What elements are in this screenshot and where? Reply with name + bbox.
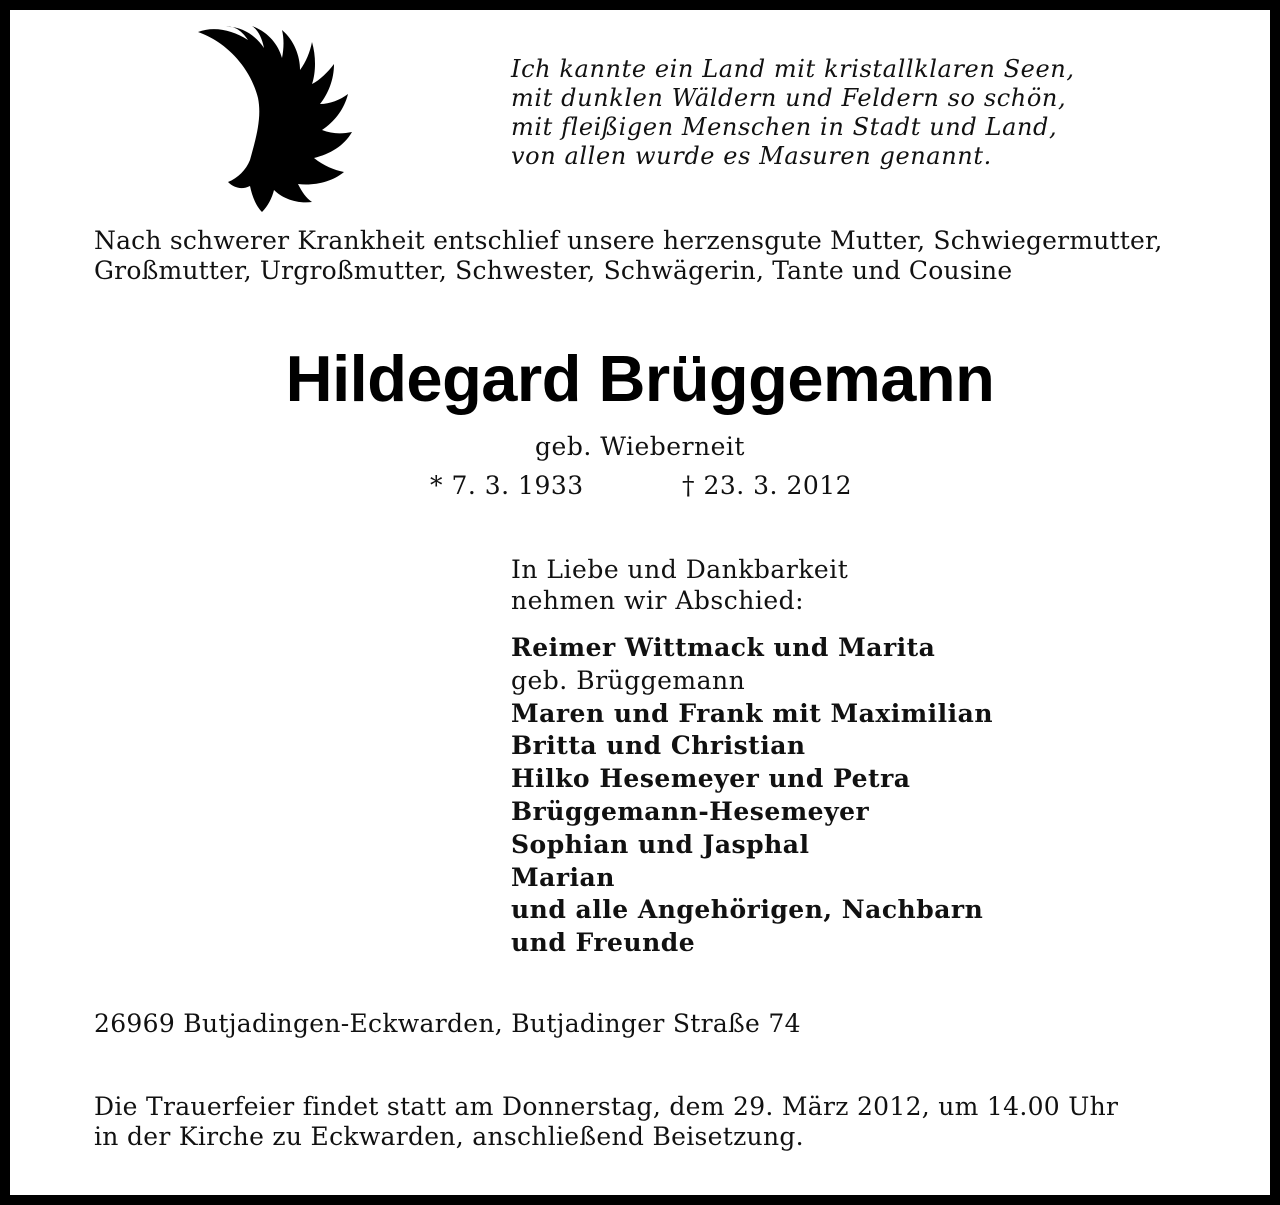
deceased-name: Hildegard Brüggemann — [285, 342, 995, 415]
farewell-text — [511, 554, 1111, 616]
mourner-line: Brüggemann-Hesemeyer — [511, 796, 870, 826]
mourners-list — [511, 632, 1211, 960]
death-date: † 23. 3. 2012 — [682, 471, 853, 500]
funeral-notice-line: in der Kirche zu Eckwarden, anschließend Beisetzung. — [94, 1122, 804, 1151]
mourner-line: Reimer Wittmack und Marita — [511, 633, 936, 662]
farewell-line: In Liebe und Dankbarkeit — [511, 555, 849, 584]
funeral-notice-line: Die Trauerfeier findet statt am Donnerstag, dem 29. März 2012, um 14.00 Uhr — [94, 1092, 1119, 1121]
poem-line: mit fleißigen Menschen in Stadt und Land, — [511, 113, 1058, 141]
mourner-line: Hilko Hesemeyer und Petra — [511, 764, 911, 794]
mourner-line: Maren und Frank mit Maximilian — [511, 698, 994, 728]
mourner-line: Marian — [511, 862, 615, 892]
maiden-name: geb. Wieberneit — [535, 432, 745, 461]
elk-antler-icon — [196, 26, 354, 212]
birth-date: * 7. 3. 1933 — [430, 471, 584, 500]
mourner-line: und alle Angehörigen, Nachbarn — [511, 895, 984, 925]
mourner-line: Sophian und Jasphal — [511, 829, 810, 859]
intro-line: Nach schwerer Krankheit entschlief unsere herzensgute Mutter, Schwiegermutter, — [94, 226, 1163, 255]
mourner-line: Britta und Christian — [511, 731, 806, 761]
family-address: 26969 Butjadingen-Eckwarden, Butjadinger Straße 74 — [94, 1009, 801, 1038]
poem-line: Ich kannte ein Land mit kristallklaren Seen, — [511, 55, 1075, 83]
memorial-poem — [511, 55, 1211, 171]
poem-line: von allen wurde es Masuren genannt. — [511, 142, 992, 170]
farewell-line: nehmen wir Abschied: — [511, 586, 805, 615]
mourner-line: geb. Brüggemann — [511, 665, 746, 695]
funeral-notice — [94, 1092, 1234, 1152]
mourner-line: und Freunde — [511, 928, 696, 958]
poem-line: mit dunklen Wäldern und Feldern so schön, — [511, 84, 1067, 112]
intro-text — [94, 226, 1214, 286]
intro-line: Großmutter, Urgroßmutter, Schwester, Schwägerin, Tante und Cousine — [94, 256, 1013, 285]
